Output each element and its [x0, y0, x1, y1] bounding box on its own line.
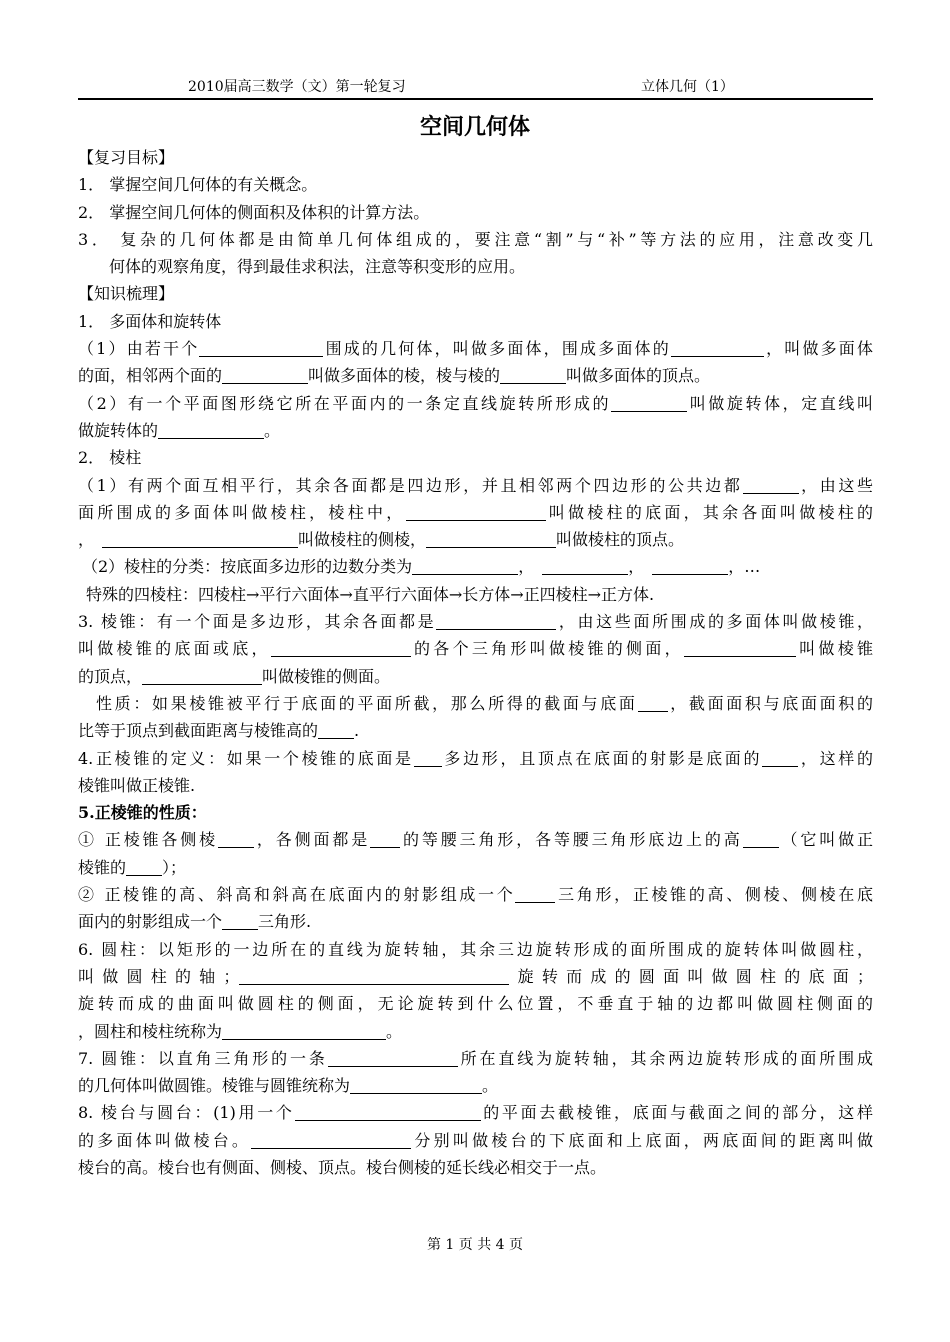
s3-line-4 [78, 690, 873, 717]
goal-item-3-cont: 何体的观察角度，得到最佳求积法，注意等积变形的应用。 [109, 257, 526, 277]
fill-blank [271, 638, 411, 657]
text: . [354, 721, 360, 741]
text: ，圆柱和棱柱统称为 [78, 1021, 223, 1041]
text: 性质：如果棱锥被平行于底面的平面所截，那么所得的截面与底面 [96, 693, 638, 713]
fill-blank [158, 420, 264, 439]
text: 。 [482, 1076, 499, 1096]
fill-blank [222, 1021, 386, 1040]
page-header [78, 76, 873, 100]
s8-line-2 [78, 1127, 873, 1154]
text: 的几何体叫做圆锥。棱锥与圆锥统称为 [78, 1076, 351, 1096]
s5-line-2 [78, 854, 873, 881]
text: ）； [162, 857, 187, 877]
fill-blank [251, 1130, 411, 1149]
text: ，叫做多面体 [763, 339, 873, 359]
fill-blank [406, 502, 546, 521]
s1-line-2 [78, 362, 873, 389]
fill-blank [199, 338, 323, 357]
fill-blank [102, 529, 298, 548]
text: 3. 棱锥：有一个面是多边形，其余各面都是 [78, 612, 437, 632]
s1-line-3 [78, 390, 873, 417]
fill-blank [762, 748, 798, 767]
text: 叫做棱柱的底面，其余各面叫做棱柱的 [545, 502, 873, 522]
text: ，这样的 [798, 748, 873, 768]
text: 叫做多面体的顶点。 [566, 366, 711, 386]
s1-line-4 [78, 417, 873, 444]
text: ， [628, 557, 645, 577]
text: 叫做棱锥的底面或底， [78, 639, 271, 659]
s7-line-2 [78, 1072, 873, 1099]
fill-blank [328, 1048, 458, 1067]
text: 。 [264, 420, 281, 440]
text: 叫做圆柱的轴； [78, 966, 240, 986]
text: 旋转而成的圆面叫做圆柱的底面； [509, 966, 873, 986]
s5-line-4 [78, 908, 873, 935]
text: 三角形，正棱锥的高、侧棱、侧棱在底 [555, 885, 873, 905]
fill-blank [142, 666, 262, 685]
section-1-title: 1． 多面体和旋转体 [78, 311, 222, 331]
text: 叫做棱柱的顶点。 [556, 530, 685, 550]
text: 8. 棱台与圆台：(1)用一个 [78, 1103, 295, 1123]
knowledge-heading: 【知识梳理】 [78, 284, 175, 304]
text: ② 正棱锥的高、斜高和斜高在底面内的射影组成一个 [78, 885, 516, 905]
fill-blank [126, 857, 162, 876]
text: 多边形，且顶点在底面的射影是底面的 [441, 748, 763, 768]
page-footer: 第 1 页 共 4 页 [426, 1237, 524, 1253]
text: （2）棱柱的分类：按底面多边形的边数分类为 [82, 557, 413, 577]
fill-blank [671, 338, 764, 357]
fill-blank [684, 638, 796, 657]
text: （2）有一个平面图形绕它所在平面内的一条定直线旋转所形成的 [78, 393, 612, 413]
goal-item-3: 3． 复杂的几何体都是由简单几何体组成的，要注意“割”与“补”等方法的应用，注意改变几 [78, 229, 873, 249]
page-title: 空间几何体 [419, 115, 530, 140]
fill-blank [515, 884, 555, 903]
text: 棱锥的 [78, 857, 127, 877]
fill-blank [218, 829, 254, 848]
header-course: 2010届高三数学（文）第一轮复习 [188, 79, 406, 95]
text: 7. 圆锥：以直角三角形的一条 [78, 1048, 328, 1068]
text: 的面，相邻两个面的 [78, 366, 223, 386]
text: 4.正棱锥的定义：如果一个棱锥的底面是 [78, 748, 414, 768]
fill-blank [414, 748, 442, 767]
text: 做旋转体的 [78, 420, 159, 440]
text: 比等于顶点到截面距离与棱锥高的 [78, 721, 319, 741]
s4-line-2: 棱锥叫做正棱锥. [78, 775, 196, 795]
text: 叫做棱锥的侧面。 [262, 666, 391, 686]
goal-item-2: 2． 掌握空间几何体的侧面积及体积的计算方法。 [78, 202, 430, 222]
text: 叫做旋转体，定直线叫 [687, 393, 873, 413]
s6-line-3: 旋转而成的曲面叫做圆柱的侧面，无论旋转到什么位置，不垂直于轴的边都叫做圆柱侧面的 [78, 994, 873, 1014]
text: 的平面去截棱锥，底面与截面之间的部分，这样 [480, 1103, 873, 1123]
s2-line-3 [78, 526, 873, 553]
s6-line-4 [78, 1018, 873, 1045]
s2-line-2 [78, 499, 873, 526]
text: ， [518, 557, 535, 577]
fill-blank [436, 611, 556, 630]
text: 三角形. [258, 912, 312, 932]
fill-blank [318, 720, 354, 739]
fill-blank [295, 1102, 481, 1121]
fill-blank [370, 829, 400, 848]
text: （它叫做正 [778, 830, 873, 850]
text: ，由这些 [798, 475, 873, 495]
text: 围成的几何体，叫做多面体，围成多面体的 [323, 339, 671, 359]
text: （1）由若干个 [78, 339, 200, 359]
document-body [78, 144, 873, 1181]
s4-line-1 [78, 745, 873, 772]
header-chapter: 立体几何（1） [641, 79, 734, 95]
fill-blank [638, 693, 668, 712]
fill-blank [426, 529, 556, 548]
text: 的各个三角形叫做棱锥的侧面， [410, 639, 684, 659]
text: 叫做多面体的棱，棱与棱的 [308, 366, 501, 386]
text: 的多面体叫做棱台。 [78, 1130, 252, 1150]
text: （1）有两个面互相平行，其余各面都是四边形，并且相邻两个四边形的公共边都 [78, 475, 743, 495]
s8-line-1 [78, 1099, 873, 1126]
s3-line-1 [78, 608, 873, 635]
fill-blank [412, 556, 518, 575]
text: 面所围成的多面体叫做棱柱，棱柱中， [78, 502, 406, 522]
s1-line-1 [78, 335, 873, 362]
text: 分别叫做棱台的下底面和上底面，两底面间的距离叫做 [411, 1130, 873, 1150]
text: ① 正棱锥各侧棱 [78, 830, 219, 850]
fill-blank [222, 911, 258, 930]
s7-line-1 [78, 1045, 873, 1072]
text: 。 [386, 1021, 403, 1041]
fill-blank [611, 393, 687, 412]
goals-heading: 【复习目标】 [78, 148, 175, 167]
text: ，由这些面所围成的多面体叫做棱锥， [556, 612, 873, 632]
text: 面内的射影组成一个 [78, 912, 223, 932]
fill-blank [350, 1075, 482, 1094]
s3-line-3 [78, 663, 873, 690]
s3-line-5 [78, 717, 873, 744]
fill-blank [652, 556, 728, 575]
text: ，各侧面都是 [254, 830, 371, 850]
text: 的等腰三角形，各等腰三角形底边上的高 [400, 830, 743, 850]
text: 所在直线为旋转轴，其余两边旋转形成的面所围成 [457, 1048, 873, 1068]
section-5-title: 5.正棱锥的性质： [78, 803, 207, 823]
s2-line-1 [78, 472, 873, 499]
s3-line-2 [78, 635, 873, 662]
text: 的顶点， [78, 666, 143, 686]
s2-line-5: 特殊的四棱柱：四棱柱→平行六面体→直平行六面体→长方体→正四棱柱→正方体. [86, 584, 655, 604]
fill-blank [239, 966, 509, 985]
section-2-title: 2． 棱柱 [78, 448, 142, 468]
fill-blank [542, 556, 628, 575]
s6-line-2 [78, 963, 873, 990]
s6-line-1: 6. 圆柱：以矩形的一边所在的直线为旋转轴，其余三边旋转形成的面所围成的旋转体叫做圆柱， [78, 939, 873, 959]
s8-line-3: 棱台的高。棱台也有侧面、侧棱、顶点。棱台侧棱的延长线必相交于一点。 [78, 1157, 607, 1177]
s5-line-3 [78, 881, 873, 908]
s5-line-1 [78, 826, 873, 853]
s2-line-4 [78, 553, 873, 580]
fill-blank [500, 365, 566, 384]
text: 叫做棱柱的侧棱， [298, 530, 427, 550]
fill-blank [743, 829, 779, 848]
text: ，截面面积与底面面积的 [667, 693, 873, 713]
fill-blank [222, 365, 308, 384]
text: ，… [728, 557, 761, 577]
text: ， [78, 530, 95, 550]
text: 叫做棱锥 [795, 639, 873, 659]
fill-blank [743, 475, 799, 494]
goal-item-1: 1． 掌握空间几何体的有关概念。 [78, 175, 318, 195]
